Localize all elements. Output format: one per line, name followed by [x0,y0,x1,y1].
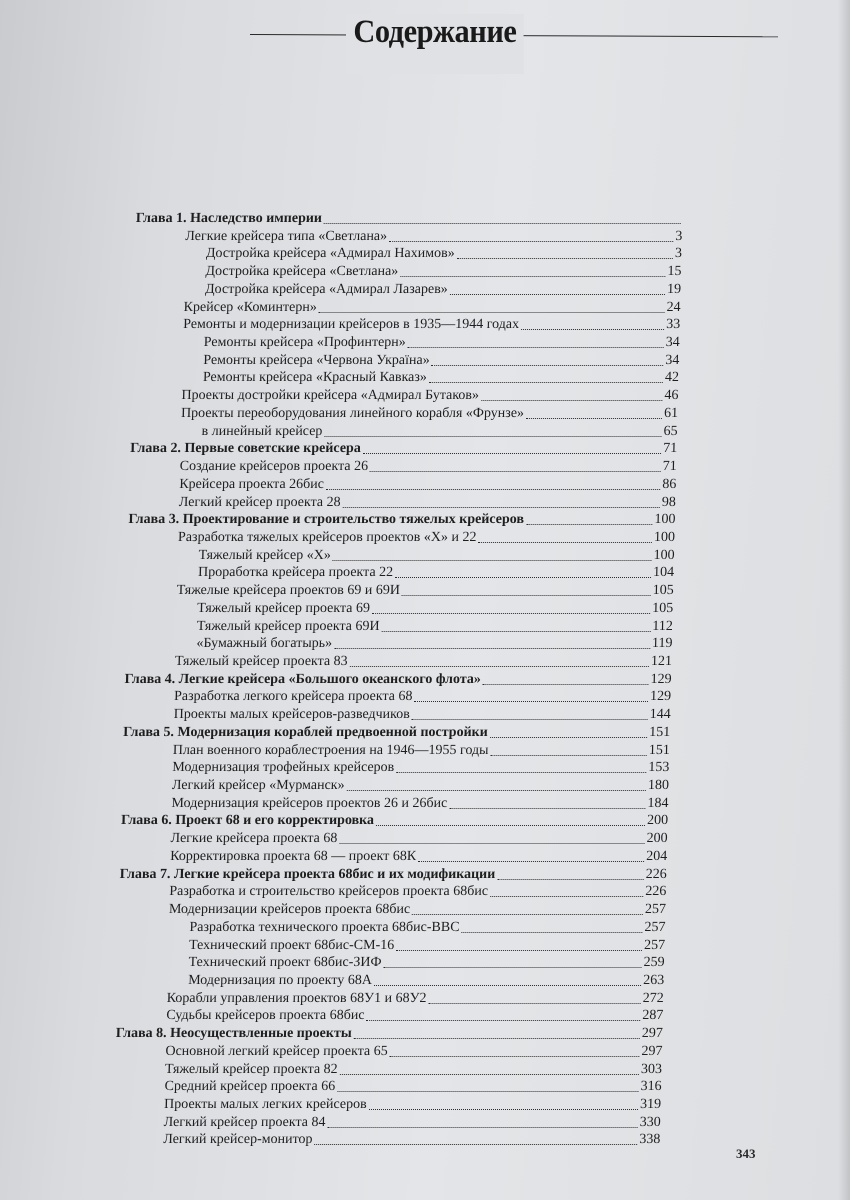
toc-entry-row [163,1114,660,1132]
toc-entry-page: 226 [645,866,667,882]
toc-entry-row [172,759,669,777]
toc-entry-page: 3 [675,228,683,244]
toc-leader-dots [490,895,643,897]
toc-entry-page: 105 [652,583,674,599]
toc-entry-title: План военного кораблестроения на 1946—1955 годы [172,742,489,758]
toc-entry-page: 104 [652,565,675,581]
toc-entry-page: 200 [646,813,669,829]
toc-entry-row [188,972,664,990]
toc-entry-row [203,352,679,370]
toc-leader-dots [449,807,645,809]
toc-chapter-row [128,511,675,529]
toc-entry-title: Глава 2. Первые советские крейсера [129,441,361,457]
toc-leader-dots [483,683,649,685]
toc-entry-page: 98 [661,494,677,510]
toc-leader-dots [461,931,642,933]
toc-entry-title: Глава 1. Наследство империи [135,211,323,226]
toc-leader-dots [412,718,648,720]
toc-entry-page: 144 [649,707,671,723]
toc-leader-dots [326,488,660,490]
toc-entry-page: 287 [642,1008,664,1024]
toc-entry-page: 100 [653,547,675,563]
toc-entry-page: 34 [665,335,680,351]
toc-entry-row [164,1078,661,1096]
toc-leader-dots [363,452,661,454]
toc-entry-page: 200 [646,831,668,847]
toc-leader-dots [428,1002,640,1004]
toc-entry-title: Технический проект 68бис-СМ-16 [188,937,395,953]
toc-entry-page: 297 [641,1026,664,1042]
toc-leader-dots [337,1090,638,1092]
toc-entry-row [189,937,665,955]
toc-entry-row [176,582,673,600]
toc-chapter-row [136,210,683,228]
toc-leader-dots [408,346,664,348]
toc-chapter-row [123,724,670,742]
toc-leader-dots [396,771,646,773]
toc-entry-title: Тяжелый крейсер проекта 82 [164,1061,338,1077]
toc-entry-title: Проекты достройки крейсера «Адмирал Бутаков» [181,388,480,404]
toc-entry-row [170,848,667,866]
toc-leader-dots [521,328,664,330]
toc-entry-row [174,688,671,706]
toc-entry-page: 257 [644,919,666,935]
toc-entry-title: Глава 8. Неосуществленные проекты [115,1026,352,1042]
toc-entry-row [204,334,680,352]
toc-leader-dots [450,293,665,295]
toc-entry-page: 272 [642,990,664,1006]
toc-entry-page: 100 [654,512,676,528]
toc-leader-dots [412,913,643,915]
toc-entry-page: 257 [644,902,667,918]
toc-leader-dots [396,949,642,951]
toc-entry-row [189,919,665,937]
toc-leader-dots [526,523,653,525]
toc-entry-row [205,263,681,281]
toc-leader-dots [342,506,659,508]
toc-entry-row [170,830,667,848]
toc-leader-dots [381,630,650,632]
toc-entry-title: Тяжелый крейсер проекта 69 [197,600,371,616]
toc-entry-title: Корректировка проекта 68 — проект 68К [170,848,417,864]
toc-entry-row [201,423,677,441]
toc-entry-row [181,387,678,405]
toc-entry-row [179,458,676,476]
toc-entry-page: 129 [649,689,672,705]
toc-entry-row [197,600,673,618]
toc-entry-title: Тяжелый крейсер проекта 83 [174,654,348,669]
toc-entry-page: 15 [667,264,682,280]
toc-entry-title: Глава 7. Легкие крейсера проекта 68бис и их модификации [119,866,496,882]
toc-entry-title: Легкий крейсер-монитор [163,1132,313,1148]
toc-entry-page: 71 [662,459,677,475]
toc-entry-row [198,564,674,582]
toc-entry-row [169,901,666,919]
toc-leader-dots [346,789,645,791]
toc-entry-title: Разработка технического проекта 68бис-ВВС [189,919,460,935]
toc-entry-title: Ремонты и модернизации крейсеров в 1935—1944 годах [183,317,520,333]
toc-entry-row [203,369,679,387]
toc-entry-row [179,476,676,494]
toc-chapter-row [120,866,667,884]
toc-leader-dots [526,417,662,419]
toc-entry-page: 319 [639,1097,662,1112]
toc-entry-page: 42 [664,370,680,386]
toc-leader-dots [372,612,650,614]
toc-entry-page: 3 [674,246,683,262]
toc-entry-page: 259 [643,955,665,971]
toc-entry-title: Легкие крейсера проекта 68 [170,831,338,847]
page-title: Содержание [346,14,524,74]
toc-entry-title: Корабли управления проектов 68У1 и 68У2 [166,990,427,1006]
toc-entry-page: 61 [663,405,679,421]
toc-chapter-row [121,812,668,830]
toc-entry-page: 226 [645,884,667,900]
toc-entry-row [181,405,678,423]
toc-leader-dots [432,364,664,366]
table-of-contents [0,210,850,1170]
toc-entry-title: Разработка тяжелых крейсеров проектов «Х» и 22 [177,529,477,545]
toc-entry-row [172,777,669,795]
toc-entry-row [165,1061,662,1079]
toc-leader-dots [354,1037,640,1039]
toc-leader-dots [389,240,673,242]
toc-entry-row [206,245,682,263]
toc-entry-page: 263 [642,972,665,988]
toc-entry-row [178,529,675,547]
toc-leader-dots [314,1143,637,1145]
toc-leader-dots [370,470,661,472]
toc-leader-dots [418,860,644,862]
toc-entry-row [183,316,680,334]
toc-leader-dots [376,824,645,826]
toc-leader-dots [414,700,648,702]
toc-entry-title: Ремонты крейсера «Червона Украïна» [203,352,430,368]
toc-entry-row [163,1131,660,1149]
toc-leader-dots [395,576,651,578]
toc-entry-title: Тяжелый крейсер «Х» [198,547,332,563]
toc-entry-title: Проработка крейсера проекта 22 [197,565,394,581]
toc-entry-title: Тяжелый крейсер проекта 69И [196,618,380,634]
toc-leader-dots [374,984,641,986]
toc-leader-dots [497,878,644,880]
toc-entry-page: 151 [648,742,670,758]
page-number: 343 [736,1146,756,1161]
toc-leader-dots [400,275,665,277]
toc-entry-row [179,494,676,512]
toc-entry-row [166,1007,663,1025]
toc-entry-title: в линейный крейсер [201,423,323,439]
toc-entry-title: Проекты переоборудования линейного корабля «Фрунзе» [180,405,525,421]
toc-entry-page: 86 [662,476,677,492]
toc-entry-title: Разработка легкого крейсера проекта 68 [173,689,413,705]
toc-entry-title: Легкий крейсер проекта 84 [163,1114,326,1130]
toc-leader-dots [366,1019,640,1021]
toc-entry-row [169,883,666,901]
toc-entry-title: Ремонты крейсера «Красный Кавказ» [202,370,428,386]
toc-leader-dots [490,754,646,756]
toc-entry-row [188,954,664,972]
toc-leader-dots [319,311,665,313]
toc-chapter-row [116,1025,663,1043]
toc-leader-dots [324,222,681,224]
toc-entry-row [198,547,674,565]
toc-entry-page: 184 [647,795,669,811]
toc-entry-page: 338 [639,1132,661,1148]
toc-entry-title: Проекты малых легких крейсеров [163,1097,367,1112]
toc-entry-page: 204 [646,848,668,864]
toc-leader-dots [369,1108,638,1110]
toc-entry-row [165,1043,662,1061]
toc-entry-page: 153 [648,760,670,776]
toc-leader-dots [383,966,641,968]
toc-leader-dots [349,665,648,667]
toc-leader-dots [334,647,650,649]
toc-entry-page: 33 [666,317,681,333]
toc-entry-title: Разработка и строительство крейсеров проекта 68бис [169,884,489,900]
toc-entry-page: 105 [652,600,674,616]
toc-entry-title: Глава 3. Проектирование и строительство тяжелых крейсеров [128,512,525,528]
toc-leader-dots [457,257,673,259]
toc-leader-dots [324,435,661,437]
toc-entry-row [183,299,680,317]
toc-entry-title: Достройка крейсера «Адмирал Нахимов» [205,246,455,262]
toc-entry-title: Легкие крейсера типа «Светлана» [185,228,388,244]
toc-entry-row [173,742,670,760]
toc-entry-page: 24 [666,299,681,315]
toc-entry-title: Технический проект 68бис-ЗИФ [188,955,382,971]
toc-entry-title: «Бумажный богатырь» [196,636,333,652]
toc-entry-row [164,1096,661,1114]
toc-leader-dots [478,541,652,543]
toc-entry-title: Модернизация крейсеров проектов 26 и 26бис [171,795,448,811]
toc-leader-dots [402,594,651,596]
toc-entry-row [175,653,672,671]
toc-entry-page: 119 [651,636,673,652]
toc-entry-row [171,795,668,813]
toc-entry-title: Глава 5. Модернизация кораблей предвоенной постройки [123,724,488,740]
toc-entry-page: 303 [640,1061,663,1077]
toc-entry-page: 151 [649,724,671,740]
toc-leader-dots [339,842,644,844]
toc-entry-page: 19 [666,281,682,297]
toc-entry-page: 330 [639,1114,661,1130]
toc-chapter-row [130,440,677,458]
toc-leader-dots [340,1073,639,1075]
toc-entry-title: Модернизации крейсеров проекта 68бис [168,902,411,918]
toc-entry-title: Достройка крейсера «Светлана» [205,264,399,280]
toc-entry-title: Создание крейсеров проекта 26 [179,459,369,475]
toc-entry-title: Модернизация по проекту 68А [187,972,373,988]
toc-entry-title: Глава 4. Легкие крейсера «Большого океанского флота» [124,671,482,687]
toc-entry-title: Средний крейсер проекта 66 [164,1079,336,1095]
toc-leader-dots [490,736,648,738]
toc-entry-page: 316 [640,1079,662,1095]
toc-entry-title: Тяжелые крейсера проектов 69 и 69И [176,583,401,599]
toc-entry-row [185,228,682,246]
toc-entry-page: 112 [652,618,674,634]
toc-entry-title: Глава 6. Проект 68 и его корректировка [120,813,375,829]
toc-leader-dots [390,1055,640,1057]
toc-entry-title: Крейсер «Коминтерн» [183,299,317,315]
toc-entry-page: 65 [663,423,678,439]
toc-entry-page: 257 [643,937,666,953]
toc-entry-title: Ремонты крейсера «Профинтерн» [203,335,406,351]
toc-entry-page: 180 [647,778,670,794]
toc-entry-title: Достройка крейсера «Адмирал Лазарев» [204,281,448,297]
toc-entry-page: 71 [662,441,678,457]
toc-leader-dots [481,399,663,401]
toc-entry-row [167,990,664,1008]
toc-entry-title: Крейсера проекта 26бис [179,476,325,492]
toc-entry-row [197,618,673,636]
toc-entry-row [173,706,670,724]
toc-entry-page: 100 [653,529,676,545]
toc-entry-title: Модернизация трофейных крейсеров [172,760,395,776]
toc-leader-dots [327,1126,637,1128]
toc-entry-page: 46 [664,388,679,404]
toc-leader-dots [333,559,652,561]
toc-entry-row [205,281,681,299]
toc-entry-title: Проекты малых крейсеров-разведчиков [173,707,411,723]
toc-entry-page: 297 [641,1043,663,1059]
toc-entry-page: 121 [650,654,673,669]
toc-entry-title: Судьбы крейсеров проекта 68бис [166,1008,365,1024]
toc-entry-title: Легкий крейсер проекта 28 [178,494,341,510]
toc-chapter-row [124,671,671,689]
toc-entry-title: Основной легкий крейсер проекта 65 [165,1043,388,1059]
toc-entry-row [196,635,672,653]
toc-entry-title: Легкий крейсер «Мурманск» [171,778,345,794]
toc-entry-page: 129 [650,671,672,687]
toc-leader-dots [429,381,663,383]
toc-entry-page: 34 [665,352,680,368]
